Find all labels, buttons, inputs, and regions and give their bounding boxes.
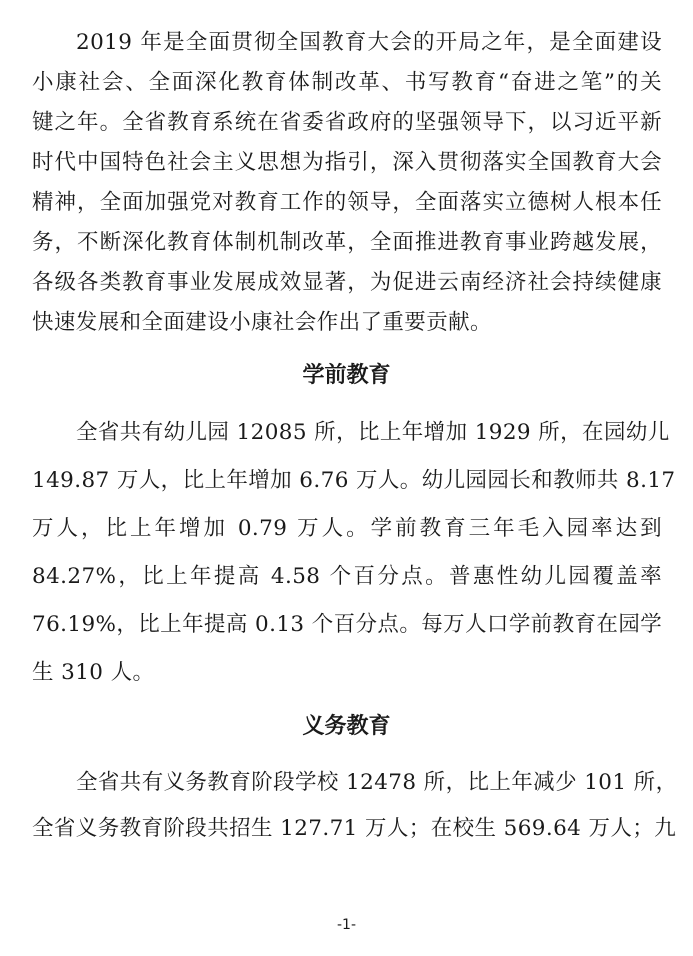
paragraph-line: 生 310 人。 — [32, 660, 155, 685]
paragraph-line: 76.19%，比上年提高 0.13 个百分点。每万人口学前教育在园学 — [32, 612, 663, 637]
paragraph-line: 键之年。全省教育系统在省委省政府的坚强领导下，以习近平新 — [32, 110, 662, 135]
paragraph-line: 小康社会、全面深化教育体制改革、书写教育“奋进之笔”的关 — [32, 70, 662, 95]
paragraph-line: 149.87 万人，比上年增加 6.76 万人。幼儿园园长和教师共 8.17 — [32, 468, 676, 493]
paragraph-line: 84.27%，比上年提高 4.58 个百分点。普惠性幼儿园覆盖率 — [32, 564, 662, 589]
section-heading: 学前教育 — [302, 363, 391, 388]
paragraph-line: 2019 年是全面贯彻全国教育大会的开局之年，是全面建设 — [76, 30, 662, 55]
section-heading: 义务教育 — [302, 714, 391, 739]
paragraph-line: 全省共有义务教育阶段学校 12478 所，比上年减少 101 所， — [76, 770, 678, 795]
paragraph-line: 务，不断深化教育体制机制改革，全面推进教育事业跨越发展， — [32, 230, 662, 255]
paragraph-line: 精神，全面加强党对教育工作的领导，全面落实立德树人根本任 — [32, 190, 662, 215]
paragraph-line: 全省义务教育阶段共招生 127.71 万人；在校生 569.64 万人；九 — [32, 816, 677, 841]
paragraph-line: 全省共有幼儿园 12085 所，比上年增加 1929 所，在园幼儿 — [76, 420, 670, 445]
paragraph-line: 万人，比上年增加 0.79 万人。学前教育三年毛入园率达到 — [32, 516, 662, 541]
paragraph-line: 各级各类教育事业发展成效显著，为促进云南经济社会持续健康 — [32, 270, 662, 295]
paragraph-line: 快速发展和全面建设小康社会作出了重要贡献。 — [32, 310, 492, 335]
page-number: -1- — [336, 917, 356, 933]
paragraph-line: 时代中国特色社会主义思想为指引，深入贯彻落实全国教育大会 — [32, 150, 662, 175]
